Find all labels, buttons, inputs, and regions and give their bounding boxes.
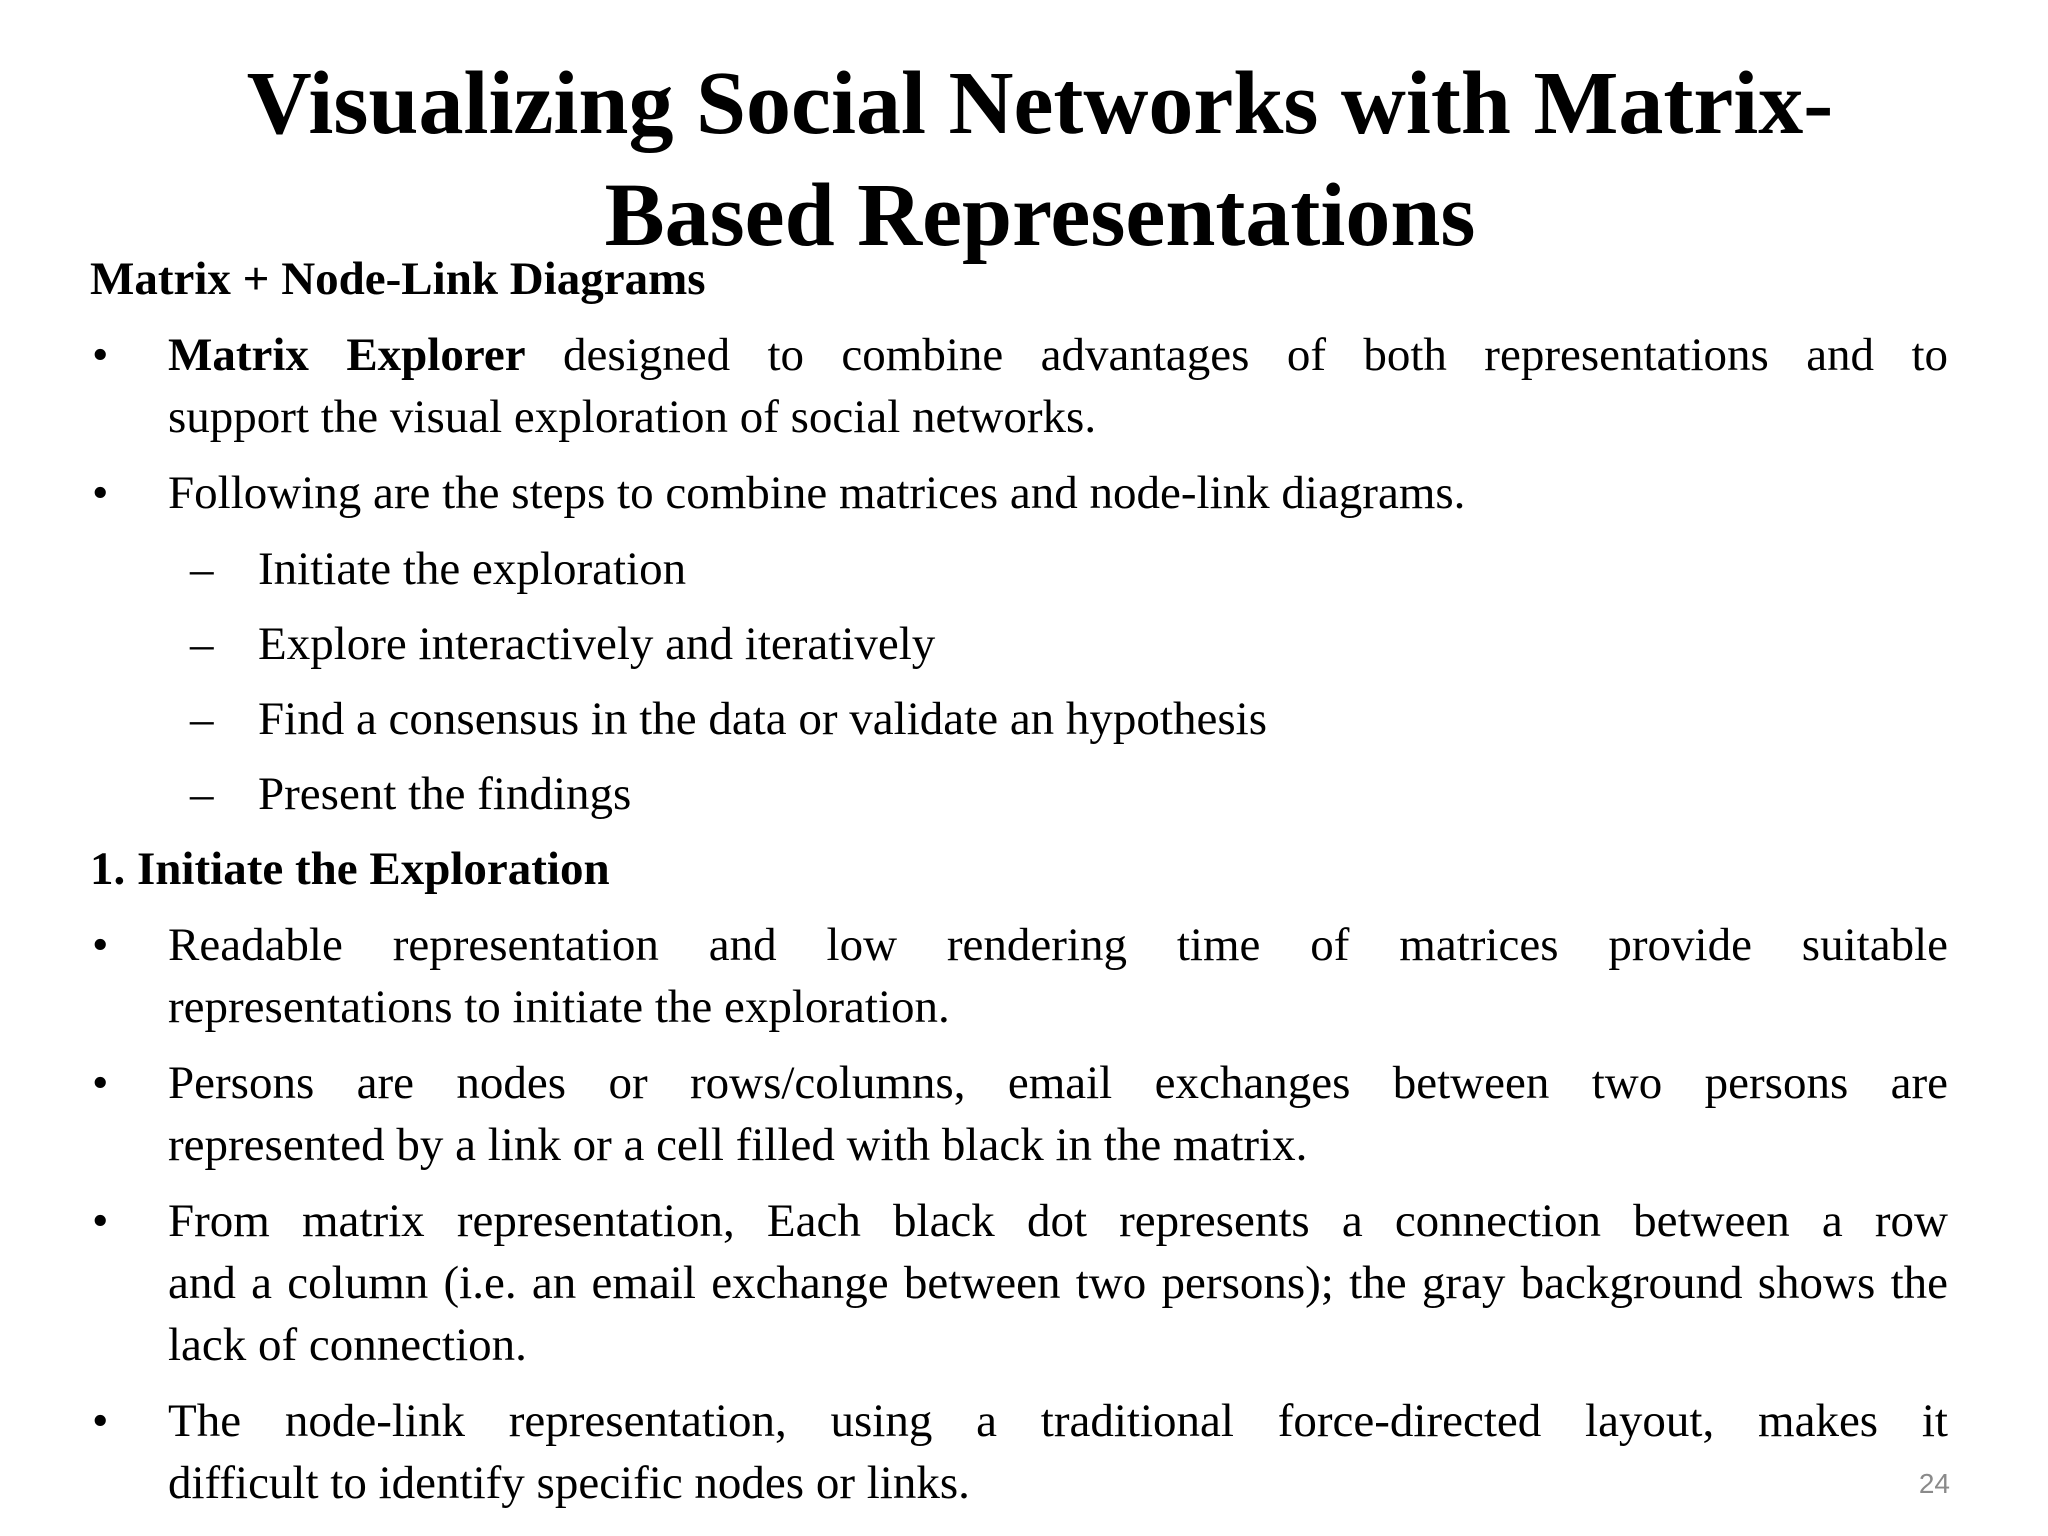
- sub-bullet-text: Present the findings: [258, 768, 632, 820]
- sub-bullet-step-3: [90, 688, 1948, 750]
- section-heading-matrix-node-link: Matrix + Node-Link Diagrams: [90, 253, 706, 305]
- bullet-text: designed to combine advantages of both representations and to: [563, 329, 1949, 381]
- bullet-persons-nodes: [90, 1052, 1948, 1176]
- bullet-marker: •: [92, 919, 109, 971]
- slide-title-line-2: Based Representations: [604, 166, 1476, 265]
- bullet-node-link-layout: [90, 1390, 1948, 1514]
- bullet-text: From matrix representation, Each black dot represents a connection between a row: [168, 1195, 1948, 1247]
- bullet-matrix-black-dot: [90, 1190, 1948, 1376]
- bullet-matrix-explorer: [90, 324, 1948, 448]
- page-number: 24: [1918, 1468, 1950, 1499]
- section-heading-initiate-exploration: 1. Initiate the Exploration: [90, 843, 610, 895]
- sub-bullet-step-1: [90, 538, 1948, 600]
- bullet-text-continued: and a column (i.e. an email exchange between two persons); the gray background shows the lack of connection.: [168, 1257, 1948, 1371]
- bullet-text: Readable representation and low rendering time of matrices provide suitable: [168, 919, 1948, 971]
- dash-marker: –: [190, 693, 214, 745]
- slide-title-line-1: Visualizing Social Networks with Matrix-: [246, 54, 1834, 153]
- sub-bullet-text: Find a consensus in the data or validate an hypothesis: [258, 693, 1267, 745]
- bullet-marker: •: [92, 1395, 109, 1447]
- bullet-marker: •: [92, 1195, 109, 1247]
- sub-bullet-step-4: [90, 763, 1948, 825]
- dash-marker: –: [190, 543, 214, 595]
- bullet-text-continued: difficult to identify specific nodes or links.: [168, 1457, 970, 1509]
- sub-bullet-text: Explore interactively and iteratively: [258, 618, 936, 670]
- bullet-text: The node-link representation, using a traditional force-directed layout, makes it: [168, 1395, 1948, 1447]
- bullet-text: Following are the steps to combine matrices and node-link diagrams.: [168, 467, 1466, 519]
- bullet-steps-intro: [90, 462, 1948, 524]
- slide-content: [90, 248, 1948, 1528]
- bullet-text-continued: represented by a link or a cell filled with black in the matrix.: [168, 1119, 1308, 1171]
- bullet-marker: •: [92, 329, 109, 381]
- bullet-marker: •: [92, 1057, 109, 1109]
- sub-bullet-text: Initiate the exploration: [258, 543, 687, 595]
- bullet-text-continued: support the visual exploration of social networks.: [168, 391, 1097, 443]
- dash-marker: –: [190, 768, 214, 820]
- bullet-readable-representation: [90, 914, 1948, 1038]
- bullet-marker: •: [92, 467, 109, 519]
- bullet-text-continued: representations to initiate the exploration.: [168, 981, 950, 1033]
- sub-bullet-step-2: [90, 613, 1948, 675]
- slide-title: [150, 48, 1930, 272]
- bullet-text: Persons are nodes or rows/columns, email exchanges between two persons are: [168, 1057, 1948, 1109]
- dash-marker: –: [190, 618, 214, 670]
- bold-term-matrix-explorer: Matrix Explorer: [168, 329, 526, 381]
